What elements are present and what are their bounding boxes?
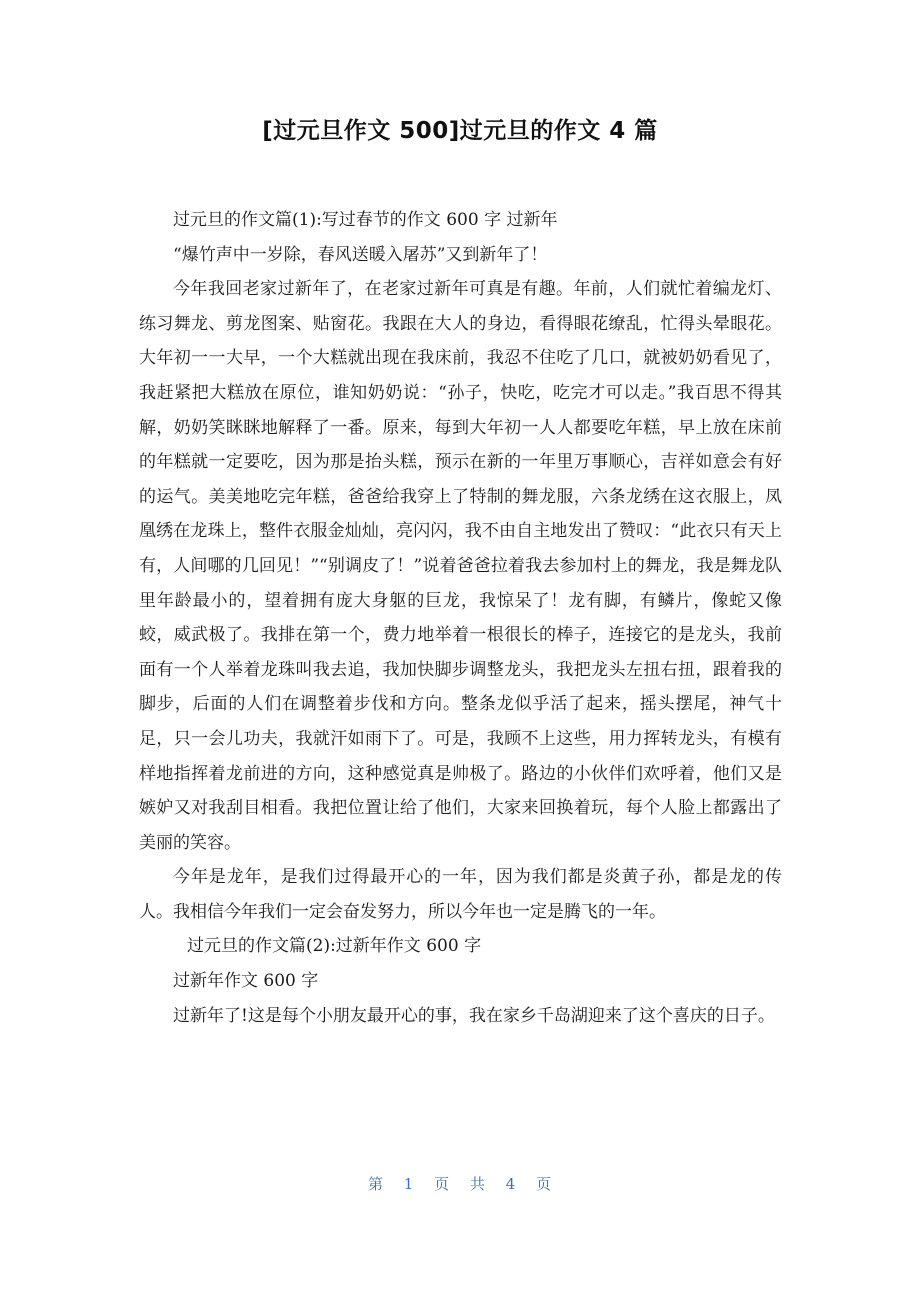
paragraph-intro-2: 过新年了!这是每个小朋友最开心的事，我在家乡千岛湖迎来了这个喜庆的日子。 [173, 1005, 775, 1026]
section-heading-2: 过元旦的作文篇(2):过新年作文 600 字 [187, 936, 482, 957]
document-title: [过元旦作文 500]过元旦的作文 4 篇 [262, 118, 658, 144]
paragraph-main: 今年我回老家过新年了，在老家过新年可真是有趣。年前，人们就忙着编龙灯、练习舞龙、剪龙图案、贴窗花。我跟在大人的身边，看得眼花缭乱，忙得头晕眼花。大年初一一大早，一个大糕就出现在我床前，我忍不住吃了几口，就被奶奶看见了，我赶紧把大糕放在原位，谁知奶奶说：“孙子，快吃，吃完才可以走。”我百思不得其解，奶奶笑眯眯地解释了一番。原来，每到大年初一人人都要吃年糕，早上放在床前的年糕就一定要吃，因为那是抬头糕，预示在新的一年里万事顺心，吉祥如意会有好的运气。美美地吃完年糕，爸爸给我穿上了特制的舞龙服，六条龙绣在这衣服上，凤凰绣在龙珠上，整件衣服金灿灿，亮闪闪，我不由自主地发出了赞叹：“此衣只有天上有，人间哪的几回见！”“别调皮了！”说着爸爸拉着我去参加村上的舞龙，我是舞龙队里年龄最小的，望着拥有庞大身躯的巨龙，我惊呆了！龙有脚，有鳞片，像蛇又像蛟，威武极了。我排在第一个，费力地举着一根很长的棒子，连接它的是龙头，我前面有一个人举着龙珠叫我去追，我加快脚步调整龙头，我把龙头左扭右扭，跟着我的脚步，后面的人们在调整着步伐和方向。整条龙似乎活了起来，摇头摆尾，神气十足，只一会儿功夫，我就汗如雨下了。可是，我顾不上这些，用力挥转龙头，有模有样地指挥着龙前进的方向，这种感觉真是帅极了。路边的小伙伴们欢呼着，他们又是嫉妒又对我刮目相看。我把位置让给了他们，大家来回换着玩，每个人脸上都露出了美丽的笑容。 [139, 279, 782, 853]
paragraph-quote: “爆竹声中一岁除，春风送暖入屠苏”又到新年了！ [173, 244, 548, 265]
section-heading-1: 过元旦的作文篇(1):写过春节的作文 600 字 过新年 [173, 210, 558, 230]
paragraph-conclusion: 今年是龙年，是我们过得最开心的一年，因为我们都是炎黄子孙，都是龙的传人。我相信今年我们一定会奋发努力，所以今年也一定是腾飞的一年。 [139, 867, 782, 922]
sub-heading-2: 过新年作文 600 字 [173, 971, 319, 992]
document-body [139, 203, 782, 1033]
page-footer: 第 1 页 共 4 页 [368, 1175, 552, 1193]
